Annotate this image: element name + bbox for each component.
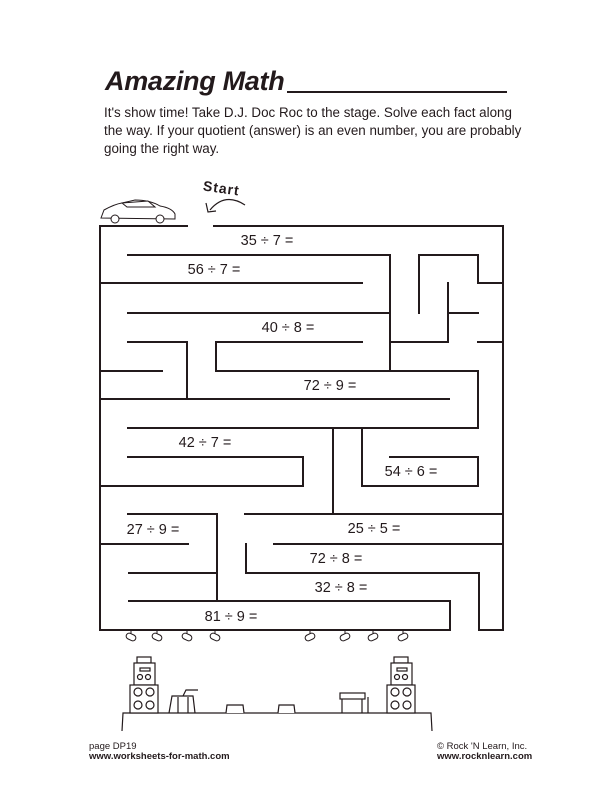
instructions: It's show time! Take D.J. Doc Roc to the stage. Solve each fact along the way. If your quotient (answer) is an even number, you are probably going the right way. xyxy=(104,105,522,156)
division-fact: 27 ÷ 9 = xyxy=(126,522,180,538)
light-icon xyxy=(397,631,409,642)
division-fact: 56 ÷ 7 = xyxy=(187,262,241,278)
page-title: Amazing Math xyxy=(105,66,285,96)
division-fact: 54 ÷ 6 = xyxy=(384,464,438,480)
speaker-right-icon xyxy=(387,657,415,713)
light-icon xyxy=(125,631,137,642)
stage-illustration xyxy=(122,657,432,731)
maze-walls xyxy=(100,226,503,630)
dj-table-icon xyxy=(169,690,198,713)
light-icon xyxy=(367,631,379,642)
monitor-icon xyxy=(278,705,295,713)
page-number: page DP19 xyxy=(89,741,137,752)
division-fact: 25 ÷ 5 = xyxy=(347,521,401,537)
division-fact: 72 ÷ 8 = xyxy=(309,551,363,567)
start-arrow-icon xyxy=(206,200,245,212)
footer-link-left[interactable]: www.worksheets-for-math.com xyxy=(89,751,230,762)
light-icon xyxy=(209,631,221,642)
division-fact: 42 ÷ 7 = xyxy=(178,435,232,451)
footer-link-right[interactable]: www.rocknlearn.com xyxy=(437,751,533,762)
light-icon xyxy=(151,631,163,642)
stage-lights xyxy=(125,631,409,642)
light-icon xyxy=(304,631,316,642)
division-fact: 32 ÷ 8 = xyxy=(314,580,368,596)
car-icon xyxy=(101,200,175,223)
light-icon xyxy=(339,631,351,642)
division-fact: 40 ÷ 8 = xyxy=(261,320,315,336)
division-fact: 81 ÷ 9 = xyxy=(204,609,258,625)
start-label: Start xyxy=(202,177,241,199)
copyright: © Rock 'N Learn, Inc. xyxy=(437,741,528,752)
turntable-icon xyxy=(340,693,368,713)
speaker-left-icon xyxy=(130,657,158,713)
monitor-icon xyxy=(226,705,244,713)
division-fact: 72 ÷ 9 = xyxy=(303,378,357,394)
light-icon xyxy=(181,631,193,642)
division-fact: 35 ÷ 7 = xyxy=(240,233,294,249)
